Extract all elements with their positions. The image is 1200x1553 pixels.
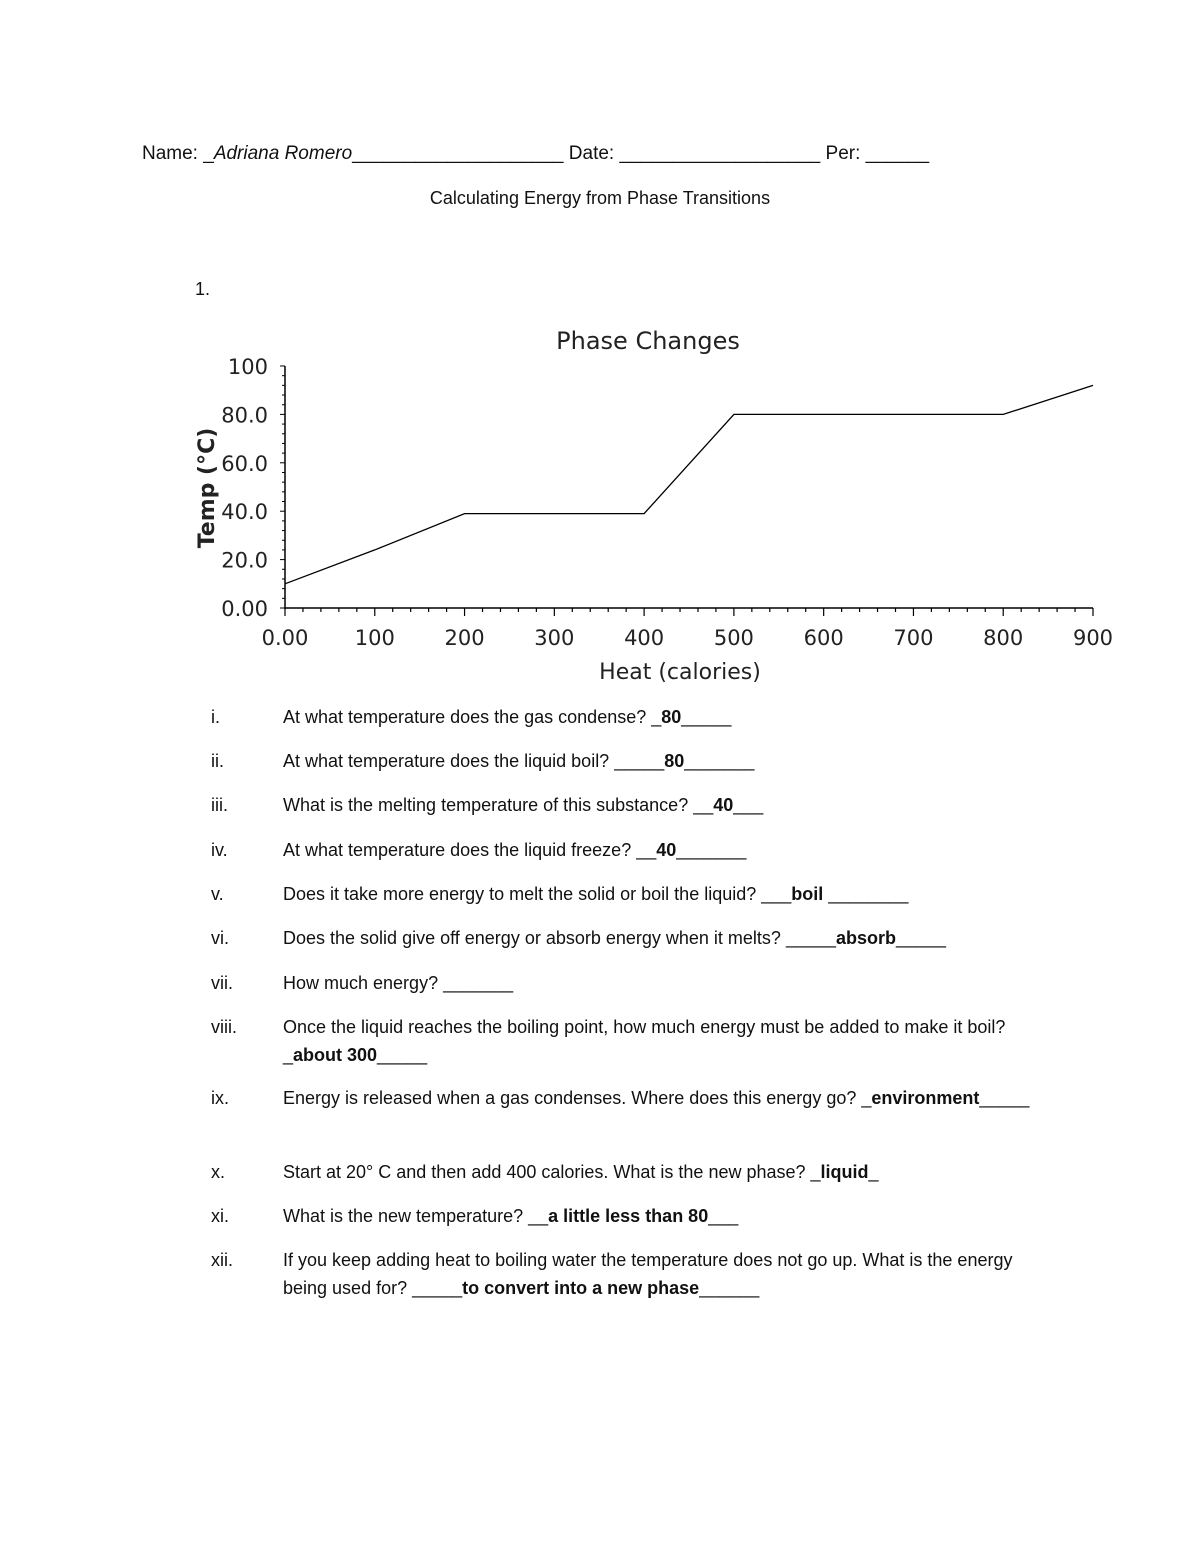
y-tick-label: 100 xyxy=(227,355,268,379)
question-text xyxy=(283,703,1043,731)
question-number: ix. xyxy=(211,1088,229,1108)
question-text xyxy=(283,880,1043,908)
phase-changes-chart xyxy=(0,0,1200,700)
prompt-text: ________ xyxy=(823,884,909,904)
question-text xyxy=(283,1202,1043,1230)
prompt-text: _____ xyxy=(979,1088,1030,1108)
prompt-text: At what temperature does the liquid freeze? __ xyxy=(283,840,657,860)
answer-text: 80 xyxy=(664,751,685,771)
prompt-text: Start at 20° C and then add 400 calories. What is the new phase? _ xyxy=(283,1162,821,1182)
question-text xyxy=(283,1158,1043,1186)
prompt-text: Does it take more energy to melt the solid or boil the liquid? ___ xyxy=(283,884,792,904)
chart-title: Phase Changes xyxy=(556,327,740,355)
y-tick-label: 20.0 xyxy=(221,548,268,573)
answer-text: to convert into a new phase xyxy=(462,1278,700,1298)
question-text xyxy=(283,791,1043,819)
x-axis-label: Heat (calories) xyxy=(599,660,761,685)
y-axis-label: Temp (°C) xyxy=(195,427,220,549)
prompt-text: Once the liquid reaches the boiling point, how much energy must be added to make it boil? _ xyxy=(283,1017,1006,1065)
answer-text: 80 xyxy=(661,707,682,727)
prompt-text: What is the new temperature? __ xyxy=(283,1206,549,1226)
question-number: xi. xyxy=(211,1206,229,1226)
question-number: i. xyxy=(211,707,220,727)
question-number: vii. xyxy=(211,973,233,993)
x-tick-label: 800 xyxy=(983,626,1024,650)
name-label: Name: _ xyxy=(142,143,214,164)
answer-text: about 300 xyxy=(293,1045,378,1065)
answer-text: liquid xyxy=(820,1162,869,1182)
question-text xyxy=(283,969,1043,997)
x-tick-label: 400 xyxy=(624,626,665,650)
question-text xyxy=(283,1246,1043,1302)
prompt-text: What is the melting temperature of this substance? __ xyxy=(283,795,714,815)
question-text xyxy=(283,836,1043,864)
question-number: iv. xyxy=(211,840,228,860)
answer-text: 40 xyxy=(713,795,734,815)
answer-text: absorb xyxy=(836,928,897,948)
question-number: x. xyxy=(211,1162,226,1182)
answer-text: 40 xyxy=(656,840,677,860)
question-number: v. xyxy=(211,884,224,904)
date-label: Date: ___________________ xyxy=(563,143,821,164)
x-tick-label: 200 xyxy=(444,626,485,650)
y-tick-label: 0.00 xyxy=(221,597,268,621)
x-tick-label: 700 xyxy=(893,626,934,650)
answer-text: a little less than 80 xyxy=(548,1206,709,1226)
x-tick-label: 500 xyxy=(713,626,754,650)
prompt-text: At what temperature does the liquid boil? _____ xyxy=(283,751,665,771)
prompt-text: Does the solid give off energy or absorb energy when it melts? _____ xyxy=(283,928,836,948)
y-tick-label: 40.0 xyxy=(221,500,268,525)
student-name: Adriana Romero xyxy=(213,143,353,164)
question-number: vi. xyxy=(211,928,229,948)
question-text xyxy=(283,747,1043,775)
answer-text: boil xyxy=(791,884,824,904)
question-number: ii. xyxy=(211,751,224,771)
prompt-text: _______ xyxy=(684,751,755,771)
prompt-text: If you keep adding heat to boiling water the temperature does not go up. What is the energy being used for? _____ xyxy=(283,1250,1013,1298)
name-blank: ____________________ xyxy=(352,143,564,164)
prompt-text: ______ xyxy=(699,1278,760,1298)
question-text xyxy=(283,1013,1043,1069)
problem-number: 1. xyxy=(195,279,211,299)
x-tick-label: 300 xyxy=(534,626,575,650)
heating-curve-line xyxy=(285,385,1093,583)
period-label: Per: ______ xyxy=(820,143,930,164)
x-tick-label: 900 xyxy=(1072,626,1114,650)
prompt-text: _______ xyxy=(676,840,747,860)
x-tick-label: 600 xyxy=(803,626,844,650)
prompt-text: _____ xyxy=(681,707,732,727)
prompt-text: Energy is released when a gas condenses. Where does this energy go? _ xyxy=(283,1088,872,1108)
prompt-text: _____ xyxy=(377,1045,428,1065)
x-tick-label: 100 xyxy=(354,626,395,650)
question-number: viii. xyxy=(211,1017,237,1037)
prompt-text: _____ xyxy=(896,928,947,948)
question-text xyxy=(283,924,1043,952)
prompt-text: ___ xyxy=(708,1206,739,1226)
x-tick-label: 0.00 xyxy=(261,626,309,650)
answer-text: environment xyxy=(871,1088,980,1108)
prompt-text: At what temperature does the gas condense? _ xyxy=(283,707,662,727)
prompt-text: ___ xyxy=(733,795,764,815)
y-tick-label: 60.0 xyxy=(221,451,268,476)
prompt-text: How much energy? _______ xyxy=(283,973,514,993)
page-title: Calculating Energy from Phase Transitions xyxy=(429,188,771,208)
prompt-text: _ xyxy=(868,1162,879,1182)
question-text xyxy=(283,1084,1043,1112)
question-number: xii. xyxy=(211,1250,233,1270)
question-number: iii. xyxy=(211,795,228,815)
y-tick-label: 80.0 xyxy=(221,403,268,428)
